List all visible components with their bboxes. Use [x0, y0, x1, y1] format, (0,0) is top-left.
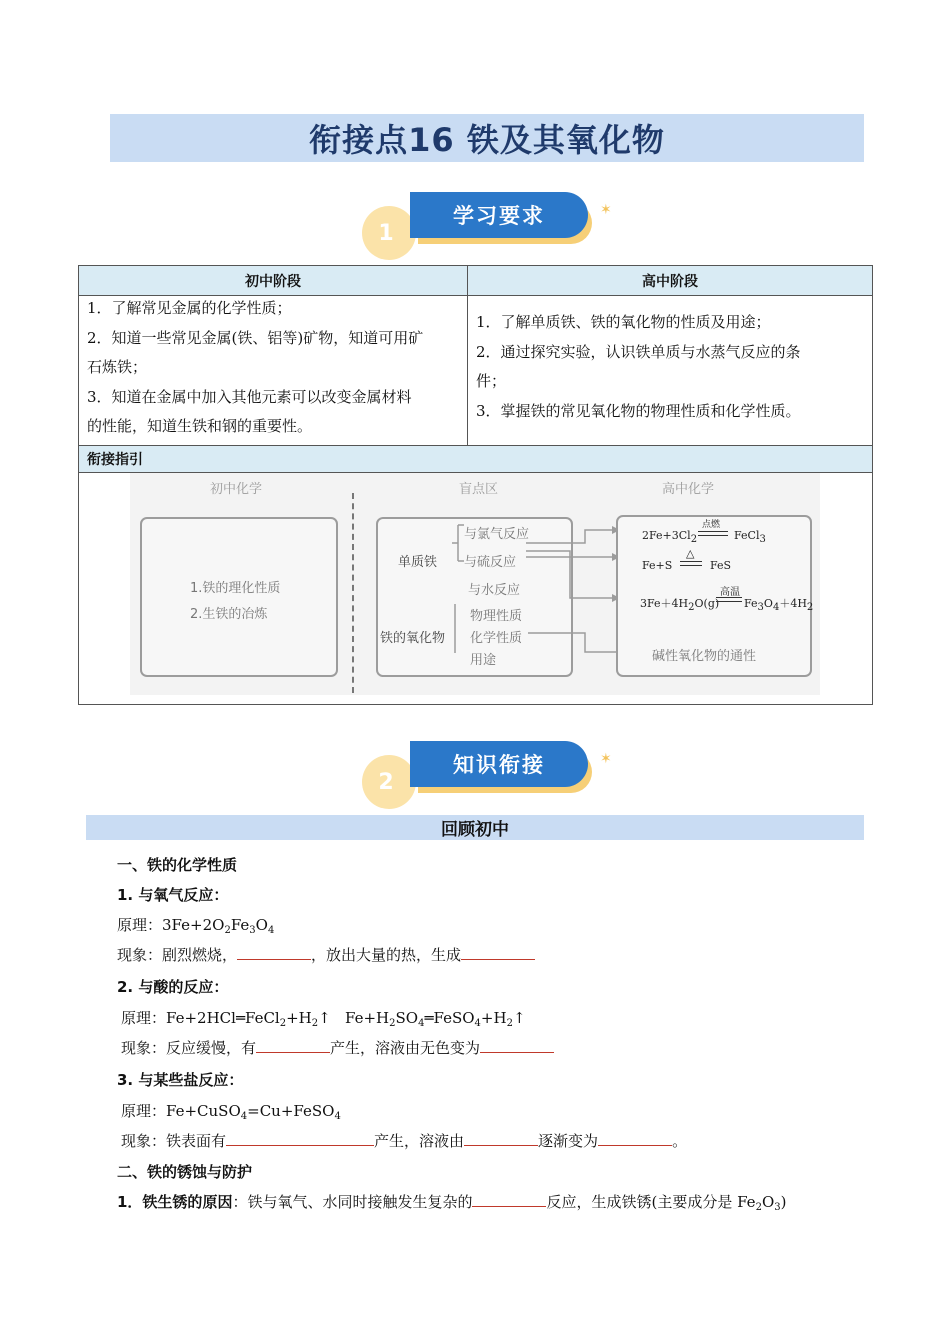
- iron-item: 与水反应: [468, 583, 521, 598]
- phenomenon-salt: 现象：铁表面有 产生，溶液由 逐渐变为 。: [121, 1132, 688, 1150]
- principle-acid: 原理：$Fe+2HCl═FeCl_2+H_2↑$ $Fe+H_2SO_4═FeSO_4+H_2↑$: [121, 1009, 526, 1029]
- review-band: 回顾初中: [86, 815, 864, 840]
- iron-item: 与硫反应: [464, 555, 517, 570]
- answer-blank[interactable]: [256, 1038, 330, 1053]
- product-2: FeS: [710, 559, 732, 572]
- answer-blank[interactable]: [226, 1131, 374, 1146]
- oxide-label: 铁的氧化物: [380, 631, 446, 646]
- arrow-water: [526, 551, 612, 598]
- equals-sign: [680, 561, 702, 566]
- oxide-item: 化学性质: [470, 631, 523, 646]
- text-line: 2．通过探究实验，认识铁单质与水蒸气反应的条: [476, 342, 801, 361]
- answer-blank[interactable]: [598, 1131, 672, 1146]
- section-badge-2: [362, 741, 622, 811]
- heading-rust: 二、铁的锈蚀与防护: [117, 1163, 253, 1181]
- product-1: FeCl$_3$: [734, 529, 766, 545]
- principle-oxygen: 原理：$3Fe+2O_2Fe_3O_4$: [117, 916, 275, 936]
- senior-cell: [476, 308, 868, 426]
- answer-blank[interactable]: [237, 945, 311, 960]
- page-title: 衔接点16 铁及其氧化物: [309, 121, 665, 159]
- section-badge-1: [362, 192, 622, 262]
- section-number: 1: [362, 206, 416, 260]
- iron-item: 与氯气反应: [464, 527, 530, 542]
- answer-blank[interactable]: [472, 1192, 546, 1207]
- equation-3: $3Fe+4H_2O(g)$: [640, 597, 720, 613]
- column-divider: [467, 296, 468, 445]
- senior-box: [616, 515, 812, 677]
- equation-1: $2Fe+3Cl_2$: [642, 529, 698, 545]
- title-band: [110, 114, 864, 162]
- bridge-diagram: [130, 473, 820, 695]
- text-line: 2．知道一些常见金属(铁、铝等)矿物，知道可用矿: [87, 328, 424, 347]
- section-number: 2: [362, 755, 416, 809]
- junior-cell: [87, 294, 463, 442]
- text-line: 1．了解单质铁、铁的氧化物的性质及用途；: [476, 313, 771, 331]
- heading-chemical-properties: 一、铁的化学性质: [117, 856, 238, 874]
- text-line: 3．知道在金属中加入其他元素可以改变金属材料: [87, 387, 412, 406]
- arrow-cl2: [526, 530, 612, 543]
- subheading-salt: 3. 与某些盐反应：: [117, 1071, 244, 1089]
- answer-blank[interactable]: [464, 1131, 538, 1146]
- equals-sign: [716, 597, 742, 602]
- text-line: 件；: [476, 372, 507, 390]
- text-line: 3．掌握铁的常见氧化物的物理性质和化学性质。: [476, 401, 801, 420]
- sparkle-icon: ✶: [600, 751, 612, 767]
- phenomenon-acid: 现象：反应缓慢，有 产生，溶液由无色变为: [121, 1037, 554, 1058]
- subheading-oxygen: 1. 与氧气反应：: [117, 886, 229, 904]
- phenomenon-oxygen: 现象：剧烈燃烧， ，放出大量的热，生成: [117, 944, 535, 965]
- header-senior: 高中阶段: [468, 266, 872, 296]
- junior-item: 2.生铁的冶炼: [190, 607, 268, 622]
- col-junior-label: 初中化学: [210, 482, 263, 497]
- equation-2: Fe+S: [642, 559, 673, 572]
- text-line: 的性能，知道生铁和钢的重要性。: [87, 417, 313, 435]
- subheading-acid: 2. 与酸的反应：: [117, 978, 229, 996]
- answer-blank[interactable]: [461, 945, 535, 960]
- col-blind-label: 盲点区: [459, 482, 499, 497]
- text-line: 石炼铁；: [87, 358, 148, 376]
- section-label: 学习要求: [410, 192, 588, 238]
- condition-2: △: [686, 547, 695, 560]
- equals-sign: [698, 531, 728, 536]
- junior-item: 1.铁的理化性质: [190, 581, 281, 596]
- answer-blank[interactable]: [480, 1038, 554, 1053]
- principle-salt: 原理：Fe+CuSO$_4$=Cu+FeSO$_4$: [121, 1102, 341, 1122]
- oxide-item: 物理性质: [470, 609, 523, 624]
- section-label: 知识衔接: [410, 741, 588, 787]
- product-3: $Fe_3O_4+4H_2$: [744, 597, 814, 613]
- oxide-item: 用途: [470, 653, 497, 668]
- condition-1: 点燃: [702, 520, 721, 530]
- rust-reason: 1．铁生锈的原因：铁与氧气、水同时接触发生复杂的 反应，生成铁锈(主要成分是 $Fe_2O_3$): [117, 1193, 787, 1213]
- basic-oxide-text: 碱性氧化物的通性: [652, 649, 757, 664]
- col-senior-label: 高中化学: [662, 482, 715, 497]
- sparkle-icon: ✶: [600, 202, 612, 218]
- iron-label: 单质铁: [398, 555, 438, 570]
- header-junior: 初中阶段: [79, 266, 468, 296]
- guide-header: 衔接指引: [79, 445, 872, 473]
- text-line: 1．了解常见金属的化学性质；: [87, 299, 292, 317]
- condition-3: 高温: [720, 587, 740, 598]
